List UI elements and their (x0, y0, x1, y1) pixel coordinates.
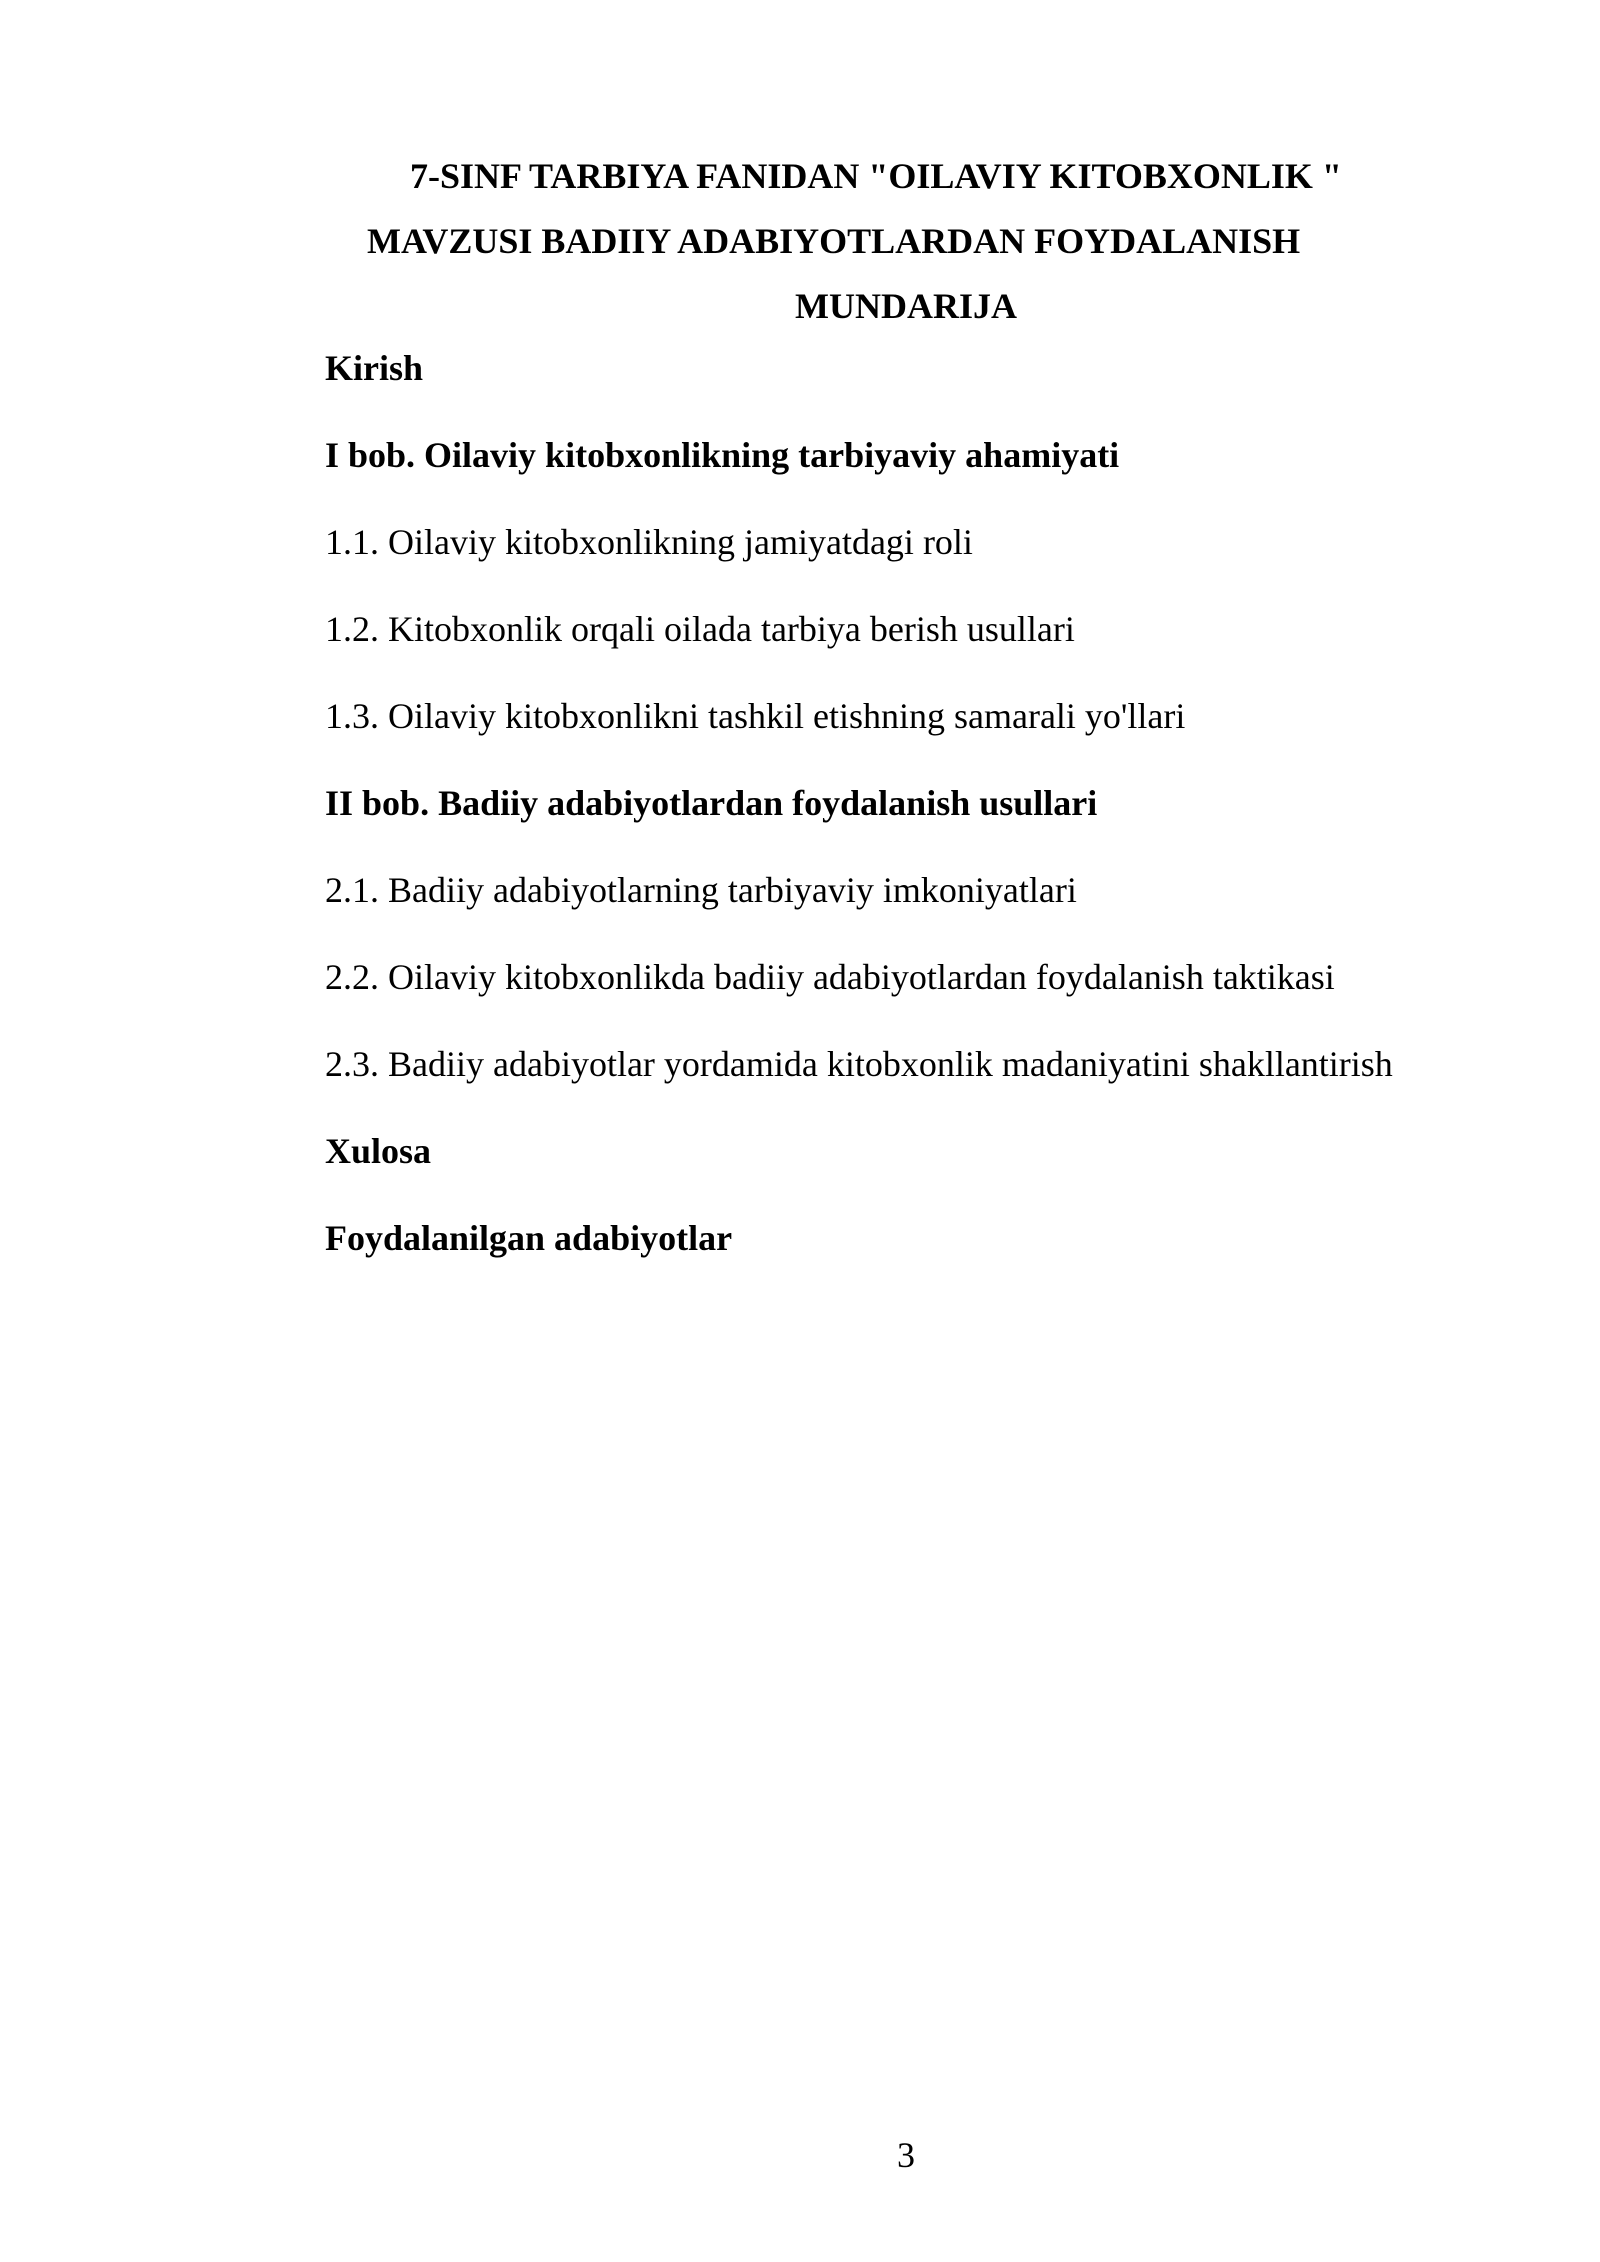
toc-item-section-1-1: 1.1. Oilaviy kitobxonlikning jamiyatdagi roli (325, 522, 973, 562)
toc-item-chapter-2: II bob. Badiiy adabiyotlardan foydalanish usullari (325, 783, 1098, 823)
document-title-line-2: MAVZUSI BADIIY ADABIYOTLARDAN FOYDALANISH (367, 221, 1301, 261)
toc-item-section-2-2: 2.2. Oilaviy kitobxonlikda badiiy adabiyotlardan foydalanish taktikasi (325, 957, 1335, 997)
toc-item-section-2-3: 2.3. Badiiy adabiyotlar yordamida kitobxonlik madaniyatini shakllantirish (325, 1044, 1393, 1084)
toc-item-chapter-1: I bob. Oilaviy kitobxonlikning tarbiyaviy ahamiyati (325, 435, 1120, 475)
contents-heading: MUNDARIJA (795, 286, 1017, 326)
document-title-line-1: 7-SINF TARBIYA FANIDAN "OILAVIY KITOBXONLIK " (410, 156, 1342, 196)
toc-item-section-1-2: 1.2. Kitobxonlik orqali oilada tarbiya berish usullari (325, 609, 1075, 649)
toc-item-introduction: Kirish (325, 348, 424, 388)
toc-item-section-1-3: 1.3. Oilaviy kitobxonlikni tashkil etishning samarali yo'llari (325, 696, 1186, 736)
table-of-contents (325, 350, 1545, 1307)
page-number: 3 (897, 2135, 915, 2175)
toc-item-references: Foydalanilgan adabiyotlar (325, 1218, 733, 1258)
toc-item-conclusion: Xulosa (325, 1131, 432, 1171)
toc-item-section-2-1: 2.1. Badiiy adabiyotlarning tarbiyaviy imkoniyatlari (325, 870, 1077, 910)
